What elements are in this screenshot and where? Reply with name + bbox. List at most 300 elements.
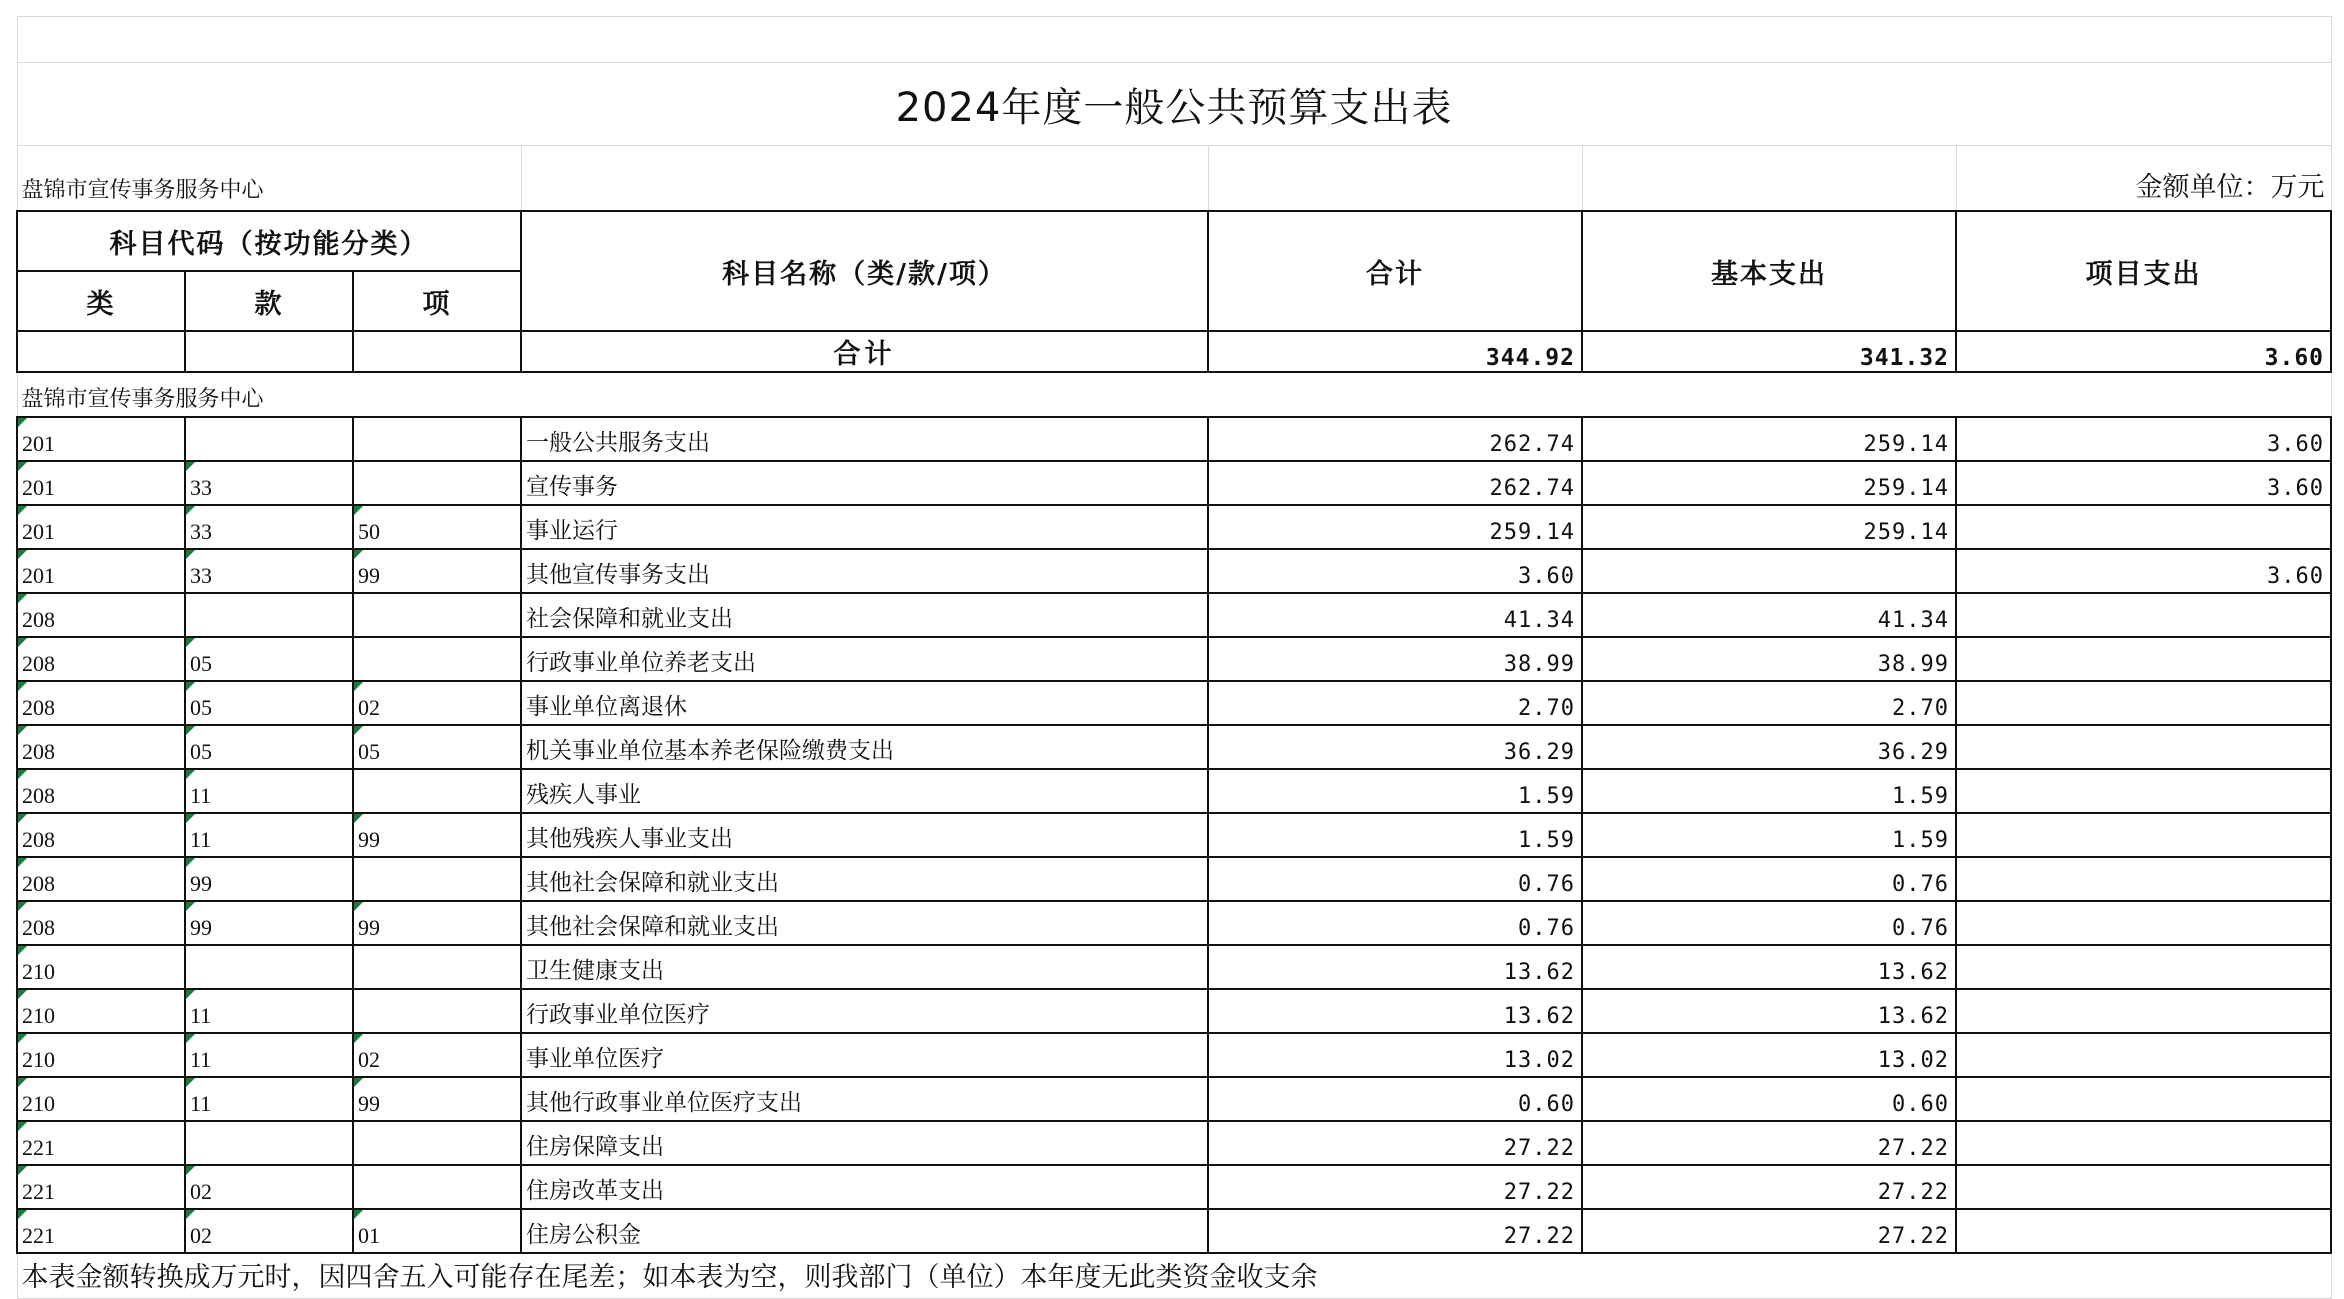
code-lei-cell[interactable]	[17, 1033, 185, 1077]
table-row	[17, 857, 2331, 901]
code-lei-text: 201	[22, 475, 55, 500]
code-kuan-cell[interactable]	[185, 681, 353, 725]
code-xiang-cell[interactable]	[353, 505, 521, 549]
meta-row	[17, 146, 2331, 212]
basic-amount-text: 13.62	[1877, 1004, 1949, 1029]
subject-name-cell[interactable]	[521, 945, 1208, 989]
code-lei-cell[interactable]	[17, 1209, 185, 1253]
comment-marker-icon	[354, 1210, 363, 1219]
subject-name-text: 其他社会保障和就业支出	[526, 914, 779, 940]
total-amount-text: 13.62	[1503, 1004, 1575, 1029]
meta-empty-cell[interactable]	[1582, 146, 1956, 212]
total-amount-text: 0.76	[1518, 872, 1575, 897]
basic-amount-text: 0.76	[1892, 872, 1949, 897]
comment-marker-icon	[354, 682, 363, 691]
code-kuan-cell[interactable]	[185, 1209, 353, 1253]
comment-marker-icon	[354, 550, 363, 559]
code-lei-text: 208	[22, 783, 55, 808]
table-row	[17, 417, 2331, 461]
comment-marker-icon	[18, 1166, 27, 1175]
code-xiang-text: 99	[358, 563, 380, 588]
code-lei-cell[interactable]	[17, 1121, 185, 1165]
total-amount-cell[interactable]	[1208, 593, 1582, 637]
project-amount-cell[interactable]	[1956, 725, 2331, 769]
code-kuan-cell[interactable]	[185, 769, 353, 813]
code-lei-cell[interactable]	[17, 637, 185, 681]
subject-name-cell[interactable]	[521, 1033, 1208, 1077]
code-lei-cell[interactable]	[17, 945, 185, 989]
comment-marker-icon	[186, 462, 195, 471]
total-amount-cell[interactable]	[1208, 417, 1582, 461]
comment-marker-icon	[18, 1034, 27, 1043]
code-kuan-text: 99	[190, 871, 212, 896]
total-amount-text: 262.74	[1489, 476, 1575, 501]
comment-marker-icon	[18, 1210, 27, 1219]
basic-amount-cell[interactable]	[1582, 901, 1956, 945]
project-amount-cell[interactable]	[1956, 461, 2331, 505]
subject-name-cell[interactable]	[521, 505, 1208, 549]
total-amount-cell[interactable]	[1208, 1121, 1582, 1165]
comment-marker-icon	[186, 1034, 195, 1043]
basic-amount-cell[interactable]	[1582, 549, 1956, 593]
subject-name-text: 卫生健康支出	[526, 958, 664, 984]
code-lei-cell[interactable]	[17, 505, 185, 549]
code-kuan-text: 02	[190, 1179, 212, 1204]
basic-amount-cell[interactable]	[1582, 1209, 1956, 1253]
comment-marker-icon	[18, 814, 27, 823]
total-amount-cell[interactable]	[1208, 813, 1582, 857]
project-amount-cell[interactable]	[1956, 857, 2331, 901]
header-total[interactable]: 合计	[1208, 211, 1582, 331]
code-lei-cell[interactable]	[17, 1077, 185, 1121]
comment-marker-icon	[186, 682, 195, 691]
code-xiang-cell[interactable]	[353, 813, 521, 857]
basic-amount-cell[interactable]	[1582, 1121, 1956, 1165]
subject-name-text: 机关事业单位基本养老保险缴费支出	[526, 738, 894, 764]
code-kuan-text: 11	[190, 827, 212, 852]
table-row	[17, 1121, 2331, 1165]
header-lei[interactable]: 类	[17, 271, 185, 331]
code-kuan-cell[interactable]	[185, 417, 353, 461]
code-lei-cell[interactable]	[17, 725, 185, 769]
project-amount-cell[interactable]	[1956, 1209, 2331, 1253]
page-title[interactable]: 2024年度一般公共预算支出表	[17, 63, 2331, 146]
total-amount-text: 27.22	[1503, 1136, 1575, 1161]
code-lei-text: 208	[22, 607, 55, 632]
total-amount-text: 1.59	[1518, 828, 1575, 853]
total-amount-text: 259.14	[1489, 520, 1575, 545]
comment-marker-icon	[18, 858, 27, 867]
total-amount-cell[interactable]	[1208, 549, 1582, 593]
total-basic[interactable]: 341.32	[1582, 331, 1956, 372]
table-row	[17, 901, 2331, 945]
code-lei-cell[interactable]	[17, 857, 185, 901]
basic-amount-cell[interactable]	[1582, 417, 1956, 461]
code-xiang-cell[interactable]	[353, 989, 521, 1033]
total-amount-text: 41.34	[1503, 608, 1575, 633]
code-xiang-text: 02	[358, 1047, 380, 1072]
header-kuan[interactable]: 款	[185, 271, 353, 331]
project-amount-cell[interactable]	[1956, 769, 2331, 813]
comment-marker-icon	[18, 418, 27, 427]
total-amount-cell[interactable]	[1208, 1033, 1582, 1077]
comment-marker-icon	[18, 902, 27, 911]
project-amount-cell[interactable]	[1956, 1033, 2331, 1077]
code-kuan-cell[interactable]	[185, 725, 353, 769]
subject-name-cell[interactable]	[521, 725, 1208, 769]
subject-name-text: 其他残疾人事业支出	[526, 826, 733, 852]
code-xiang-cell[interactable]	[353, 945, 521, 989]
subject-name-text: 社会保障和就业支出	[526, 606, 733, 632]
code-kuan-cell[interactable]	[185, 461, 353, 505]
table-row	[17, 725, 2331, 769]
code-lei-text: 221	[22, 1179, 55, 1204]
code-xiang-cell[interactable]	[353, 1165, 521, 1209]
header-name[interactable]: 科目名称（类/款/项）	[521, 211, 1208, 331]
table-row	[17, 945, 2331, 989]
table-row	[17, 769, 2331, 813]
comment-marker-icon	[186, 770, 195, 779]
code-lei-cell[interactable]	[17, 769, 185, 813]
code-lei-cell[interactable]	[17, 593, 185, 637]
code-kuan-cell[interactable]	[185, 813, 353, 857]
subject-name-cell[interactable]	[521, 637, 1208, 681]
spreadsheet-sheet	[16, 16, 2330, 1299]
total-amount-cell[interactable]	[1208, 1077, 1582, 1121]
basic-amount-cell[interactable]	[1582, 1165, 1956, 1209]
table-row	[17, 549, 2331, 593]
code-xiang-cell[interactable]	[353, 1209, 521, 1253]
basic-amount-cell[interactable]	[1582, 769, 1956, 813]
total-amount-text: 13.02	[1503, 1048, 1575, 1073]
header-code-group[interactable]: 科目代码（按功能分类）	[17, 211, 521, 271]
basic-amount-text: 13.62	[1877, 960, 1949, 985]
code-xiang-text: 99	[358, 915, 380, 940]
code-xiang-cell[interactable]	[353, 417, 521, 461]
basic-amount-cell[interactable]	[1582, 1033, 1956, 1077]
basic-amount-text: 0.76	[1892, 916, 1949, 941]
comment-marker-icon	[186, 550, 195, 559]
comment-marker-icon	[18, 638, 27, 647]
comment-marker-icon	[18, 1078, 27, 1087]
subject-name-cell[interactable]	[521, 989, 1208, 1033]
project-amount-cell[interactable]	[1956, 901, 2331, 945]
basic-amount-cell[interactable]	[1582, 1077, 1956, 1121]
code-kuan-text: 11	[190, 783, 212, 808]
subject-name-cell[interactable]	[521, 417, 1208, 461]
total-project[interactable]: 3.60	[1956, 331, 2331, 372]
basic-amount-cell[interactable]	[1582, 681, 1956, 725]
total-amount-text: 3.60	[1518, 564, 1575, 589]
code-xiang-cell[interactable]	[353, 857, 521, 901]
code-lei-cell[interactable]	[17, 901, 185, 945]
basic-amount-text: 259.14	[1863, 520, 1949, 545]
code-xiang-text: 05	[358, 739, 380, 764]
comment-marker-icon	[18, 506, 27, 515]
code-kuan-cell[interactable]	[185, 1121, 353, 1165]
code-kuan-cell[interactable]	[185, 593, 353, 637]
project-amount-cell[interactable]	[1956, 945, 2331, 989]
total-amount-cell[interactable]	[1208, 1165, 1582, 1209]
project-amount-cell[interactable]	[1956, 989, 2331, 1033]
project-amount-cell[interactable]	[1956, 1077, 2331, 1121]
code-xiang-cell[interactable]	[353, 725, 521, 769]
comment-marker-icon	[18, 550, 27, 559]
total-amount-cell[interactable]	[1208, 989, 1582, 1033]
code-lei-text: 208	[22, 915, 55, 940]
basic-amount-cell[interactable]	[1582, 505, 1956, 549]
code-kuan-text: 33	[190, 519, 212, 544]
code-kuan-cell[interactable]	[185, 1077, 353, 1121]
code-xiang-cell[interactable]	[353, 1077, 521, 1121]
code-xiang-text: 02	[358, 695, 380, 720]
basic-amount-text: 27.22	[1877, 1136, 1949, 1161]
basic-amount-text: 13.02	[1877, 1048, 1949, 1073]
basic-amount-cell[interactable]	[1582, 461, 1956, 505]
project-amount-cell[interactable]	[1956, 1165, 2331, 1209]
comment-marker-icon	[186, 1078, 195, 1087]
group-name[interactable]: 盘锦市宣传事务服务中心	[17, 372, 2331, 417]
code-kuan-cell[interactable]	[185, 857, 353, 901]
code-xiang-cell[interactable]	[353, 637, 521, 681]
total-row	[17, 331, 2331, 372]
header-basic[interactable]: 基本支出	[1582, 211, 1956, 331]
subject-name-text: 行政事业单位养老支出	[526, 650, 756, 676]
basic-amount-text: 2.70	[1892, 696, 1949, 721]
comment-marker-icon	[18, 682, 27, 691]
header-xiang[interactable]: 项	[353, 271, 521, 331]
subject-name-cell[interactable]	[521, 857, 1208, 901]
subject-name-text: 住房公积金	[526, 1222, 641, 1248]
total-amount-text: 27.22	[1503, 1224, 1575, 1249]
comment-marker-icon	[354, 814, 363, 823]
project-amount-cell[interactable]	[1956, 549, 2331, 593]
code-kuan-cell[interactable]	[185, 901, 353, 945]
code-lei-cell[interactable]	[17, 1165, 185, 1209]
budget-table	[16, 16, 2332, 1299]
subject-name-text: 其他行政事业单位医疗支出	[526, 1090, 802, 1116]
subject-name-text: 其他社会保障和就业支出	[526, 870, 779, 896]
total-amount-cell[interactable]	[1208, 461, 1582, 505]
project-amount-text: 3.60	[2267, 476, 2325, 501]
total-amount-text: 1.59	[1518, 784, 1575, 809]
code-lei-text: 208	[22, 695, 55, 720]
code-xiang-cell[interactable]	[353, 1033, 521, 1077]
total-amount-cell[interactable]	[1208, 1209, 1582, 1253]
empty-cell[interactable]	[17, 17, 2331, 63]
code-kuan-text: 05	[190, 651, 212, 676]
comment-marker-icon	[354, 1078, 363, 1087]
subject-name-cell[interactable]	[521, 1121, 1208, 1165]
comment-marker-icon	[186, 1210, 195, 1219]
basic-amount-cell[interactable]	[1582, 593, 1956, 637]
subject-name-cell[interactable]	[521, 461, 1208, 505]
total-amount-cell[interactable]	[1208, 857, 1582, 901]
subject-name-text: 事业运行	[526, 518, 618, 544]
meta-empty-cell[interactable]	[1208, 146, 1582, 212]
code-kuan-cell[interactable]	[185, 637, 353, 681]
total-xiang-cell[interactable]	[353, 331, 521, 372]
title-row	[17, 63, 2331, 146]
comment-marker-icon	[18, 1122, 27, 1131]
total-amount-cell[interactable]	[1208, 945, 1582, 989]
project-amount-cell[interactable]	[1956, 813, 2331, 857]
project-amount-cell[interactable]	[1956, 637, 2331, 681]
unit-org[interactable]: 盘锦市宣传事务服务中心	[17, 146, 521, 212]
code-lei-cell[interactable]	[17, 549, 185, 593]
code-lei-text: 210	[22, 1003, 55, 1028]
total-amount-text: 0.76	[1518, 916, 1575, 941]
code-lei-text: 201	[22, 431, 55, 456]
total-amount-cell[interactable]	[1208, 637, 1582, 681]
total-amount-text: 38.99	[1503, 652, 1575, 677]
comment-marker-icon	[186, 990, 195, 999]
code-xiang-text: 99	[358, 1091, 380, 1116]
basic-amount-text: 1.59	[1892, 828, 1949, 853]
basic-amount-cell[interactable]	[1582, 725, 1956, 769]
code-xiang-cell[interactable]	[353, 769, 521, 813]
project-amount-cell[interactable]	[1956, 681, 2331, 725]
total-amount-cell[interactable]	[1208, 769, 1582, 813]
meta-empty-cell[interactable]	[521, 146, 1208, 212]
total-lei-cell[interactable]	[17, 331, 185, 372]
total-amount-text: 36.29	[1503, 740, 1575, 765]
comment-marker-icon	[18, 946, 27, 955]
basic-amount-cell[interactable]	[1582, 857, 1956, 901]
basic-amount-text: 36.29	[1877, 740, 1949, 765]
code-kuan-cell[interactable]	[185, 989, 353, 1033]
header-project[interactable]: 项目支出	[1956, 211, 2331, 331]
basic-amount-text: 0.60	[1892, 1092, 1949, 1117]
table-row	[17, 681, 2331, 725]
basic-amount-text: 27.22	[1877, 1180, 1949, 1205]
subject-name-cell[interactable]	[521, 681, 1208, 725]
code-lei-text: 221	[22, 1135, 55, 1160]
total-amount-text: 2.70	[1518, 696, 1575, 721]
code-kuan-cell[interactable]	[185, 1033, 353, 1077]
code-kuan-text: 02	[190, 1223, 212, 1248]
subject-name-text: 住房改革支出	[526, 1178, 664, 1204]
subject-name-text: 一般公共服务支出	[526, 430, 710, 456]
total-amount-text: 27.22	[1503, 1180, 1575, 1205]
header-row-1	[17, 211, 2331, 271]
subject-name-text: 残疾人事业	[526, 782, 641, 808]
empty-row	[17, 17, 2331, 63]
table-row	[17, 637, 2331, 681]
unit-label[interactable]: 金额单位：万元	[1956, 146, 2331, 212]
basic-amount-text: 41.34	[1877, 608, 1949, 633]
subject-name-cell[interactable]	[521, 769, 1208, 813]
code-kuan-cell[interactable]	[185, 505, 353, 549]
comment-marker-icon	[18, 770, 27, 779]
code-xiang-cell[interactable]	[353, 1121, 521, 1165]
total-amount-cell[interactable]	[1208, 505, 1582, 549]
code-xiang-text: 01	[358, 1223, 380, 1248]
code-kuan-text: 05	[190, 695, 212, 720]
project-amount-text: 3.60	[2267, 432, 2325, 457]
comment-marker-icon	[18, 594, 27, 603]
code-xiang-text: 99	[358, 827, 380, 852]
comment-marker-icon	[18, 990, 27, 999]
total-amount-cell[interactable]	[1208, 725, 1582, 769]
basic-amount-cell[interactable]	[1582, 813, 1956, 857]
comment-marker-icon	[354, 902, 363, 911]
subject-name-cell[interactable]	[521, 813, 1208, 857]
basic-amount-cell[interactable]	[1582, 637, 1956, 681]
total-amount-cell[interactable]	[1208, 681, 1582, 725]
table-row	[17, 461, 2331, 505]
comment-marker-icon	[186, 902, 195, 911]
project-amount-text: 3.60	[2267, 564, 2325, 589]
comment-marker-icon	[18, 462, 27, 471]
total-amount-text: 262.74	[1489, 432, 1575, 457]
footnote[interactable]: 本表金额转换成万元时，因四舍五入可能存在尾差；如本表为空，则我部门（单位）本年度无此类资金收支余	[17, 1253, 2331, 1299]
code-lei-cell[interactable]	[17, 989, 185, 1033]
subject-name-cell[interactable]	[521, 901, 1208, 945]
code-xiang-text: 50	[358, 519, 380, 544]
basic-amount-text: 1.59	[1892, 784, 1949, 809]
subject-name-text: 宣传事务	[526, 474, 618, 500]
code-kuan-cell[interactable]	[185, 1165, 353, 1209]
code-kuan-text: 11	[190, 1003, 212, 1028]
table-row	[17, 813, 2331, 857]
comment-marker-icon	[354, 1034, 363, 1043]
code-lei-text: 210	[22, 959, 55, 984]
total-label[interactable]: 合计	[521, 331, 1208, 372]
code-lei-cell[interactable]	[17, 681, 185, 725]
comment-marker-icon	[186, 638, 195, 647]
code-xiang-cell[interactable]	[353, 549, 521, 593]
code-lei-cell[interactable]	[17, 813, 185, 857]
basic-amount-cell[interactable]	[1582, 945, 1956, 989]
code-xiang-cell[interactable]	[353, 901, 521, 945]
subject-name-text: 事业单位离退休	[526, 694, 687, 720]
subject-name-cell[interactable]	[521, 1209, 1208, 1253]
comment-marker-icon	[186, 1166, 195, 1175]
group-row	[17, 372, 2331, 417]
code-lei-text: 208	[22, 739, 55, 764]
code-lei-cell[interactable]	[17, 417, 185, 461]
code-xiang-cell[interactable]	[353, 461, 521, 505]
code-lei-text: 210	[22, 1047, 55, 1072]
subject-name-cell[interactable]	[521, 549, 1208, 593]
comment-marker-icon	[186, 814, 195, 823]
project-amount-cell[interactable]	[1956, 417, 2331, 461]
code-kuan-cell[interactable]	[185, 549, 353, 593]
project-amount-cell[interactable]	[1956, 593, 2331, 637]
comment-marker-icon	[354, 726, 363, 735]
subject-name-cell[interactable]	[521, 593, 1208, 637]
project-amount-cell[interactable]	[1956, 1121, 2331, 1165]
basic-amount-cell[interactable]	[1582, 989, 1956, 1033]
total-amount-cell[interactable]	[1208, 901, 1582, 945]
code-lei-cell[interactable]	[17, 461, 185, 505]
code-xiang-cell[interactable]	[353, 593, 521, 637]
comment-marker-icon	[186, 726, 195, 735]
code-kuan-cell[interactable]	[185, 945, 353, 989]
code-xiang-cell[interactable]	[353, 681, 521, 725]
subject-name-cell[interactable]	[521, 1077, 1208, 1121]
project-amount-cell[interactable]	[1956, 505, 2331, 549]
total-kuan-cell[interactable]	[185, 331, 353, 372]
comment-marker-icon	[186, 506, 195, 515]
table-row	[17, 1077, 2331, 1121]
subject-name-cell[interactable]	[521, 1165, 1208, 1209]
total-amount[interactable]: 344.92	[1208, 331, 1582, 372]
code-kuan-text: 05	[190, 739, 212, 764]
code-lei-text: 208	[22, 651, 55, 676]
total-amount-text: 13.62	[1503, 960, 1575, 985]
